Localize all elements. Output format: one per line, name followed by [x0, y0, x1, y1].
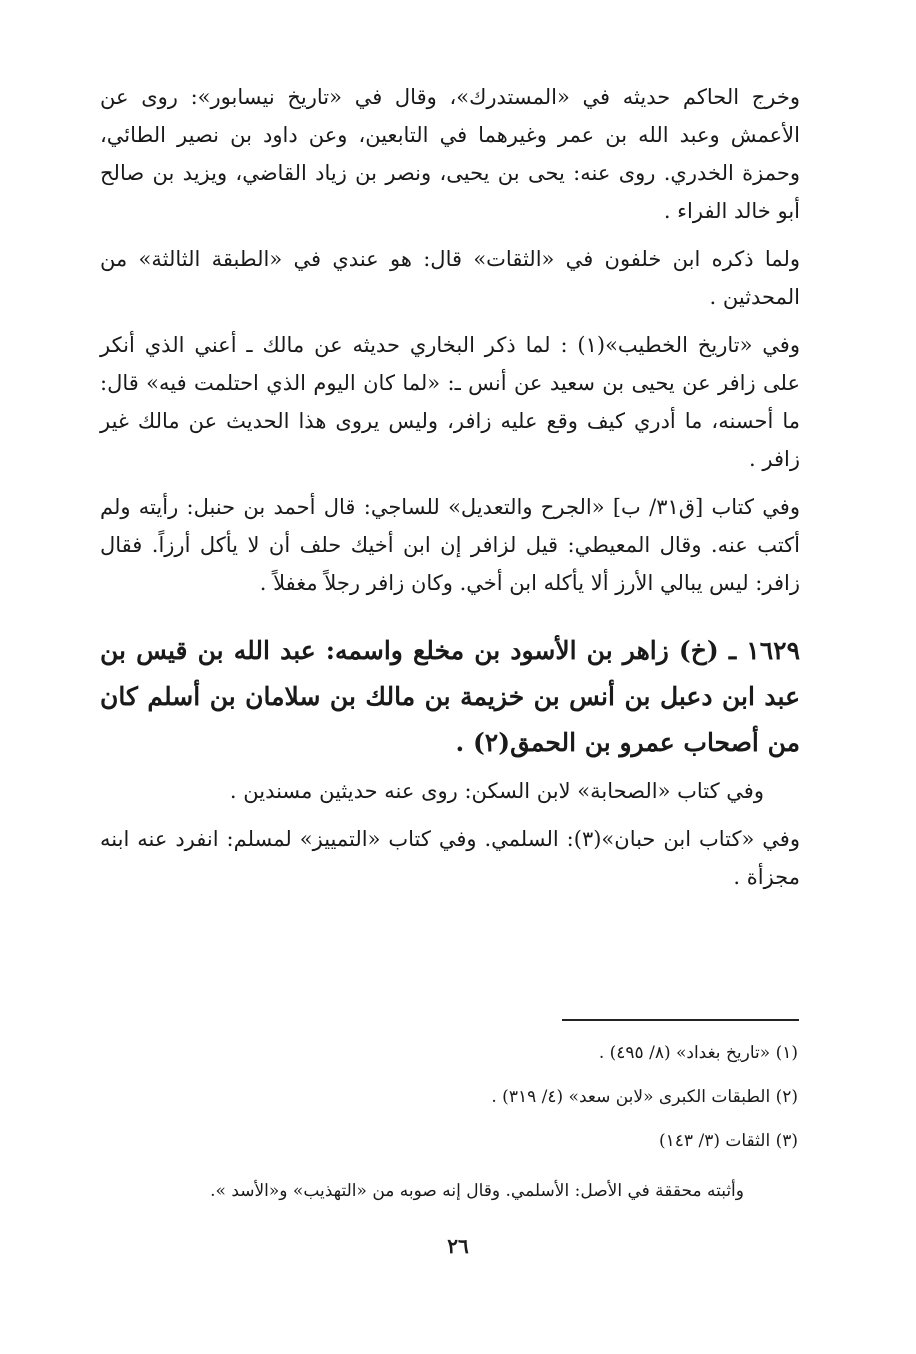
paragraph-hakim: وخرج الحاكم حديثه في «المستدرك»، وقال في «تاريخ نيسابور»: روى عن الأعمش وعبد الله بن عمر وغيرهما في التابعين، وعن داود بن نصير الطائي، وحمزة الخدري. روى عنه: يحى بن يحيى، ونصر بن زياد القاضي، ويزيد بن صالح أبو خالد الفراء .	[100, 85, 800, 223]
page-body	[100, 78, 800, 906]
footnote-divider	[562, 1019, 799, 1021]
footnote-3-note: وأثبته محققة في الأصل: الأسلمي. وقال إنه صوبه من «التهذيب» و«الأسد ».	[210, 1181, 744, 1201]
page-number: ٢٦	[447, 1234, 469, 1258]
paragraph-ibn-khalfun: ولما ذكره ابن خلفون في «الثقات» قال: هو عندي في «الطبقة الثالثة» من المحدثين .	[100, 247, 800, 309]
paragraph-saji: وفي كتاب [ق٣١/ ب] «الجرح والتعديل» للساجي: قال أحمد بن حنبل: رأيته ولم أكتب عنه. وقال المعيطي: قيل لزافر إن ابن أخيك حلف أن لا يأكل أرزاً. فقال زافر: ليس يبالي الأرز ألا يأكله ابن أخي. وكان زافر رجلاً مغفلاً .	[100, 495, 800, 595]
footnote-1: (١) «تاريخ بغداد» (٨/ ٤٩٥) .	[598, 1043, 798, 1063]
paragraph-khatib: وفي «تاريخ الخطيب»(١) : لما ذكر البخاري حديثه عن مالك ـ أعني الذي أنكر على زافر عن يحيى بن سعيد عن أنس ـ: «لما كان اليوم الذي احتلمت فيه» قال: ما أحسنه، ما أدري كيف وقع عليه زافر، وليس يروى هذا الحديث عن مالك غير زافر .	[100, 333, 800, 471]
paragraph-ibn-sakan: وفي كتاب «الصحابة» لابن السكن: روى عنه حديثين مسندين .	[229, 779, 764, 803]
paragraph-ibn-hibban: وفي «كتاب ابن حبان»(٣): السلمي. وفي كتاب «التمييز» لمسلم: انفرد عنه ابنه مجزأة .	[100, 827, 800, 889]
footnotes	[100, 1036, 798, 1218]
footnote-3: (٣) الثقات (٣/ ١٤٣)	[659, 1131, 798, 1151]
footnote-2: (٢) الطبقات الكبرى «لابن سعد» (٤/ ٣١٩) .	[491, 1087, 798, 1107]
entry-heading-1629: ١٦٢٩ ـ (خ) زاهر بن الأسود بن مخلع واسمه: عبد الله بن قيس بن عبد ابن دعبل بن أنس بن خزيمة بن مالك بن سلامان بن أسلم كان من أصحاب عمرو بن الحمق(٢) .	[100, 636, 800, 757]
